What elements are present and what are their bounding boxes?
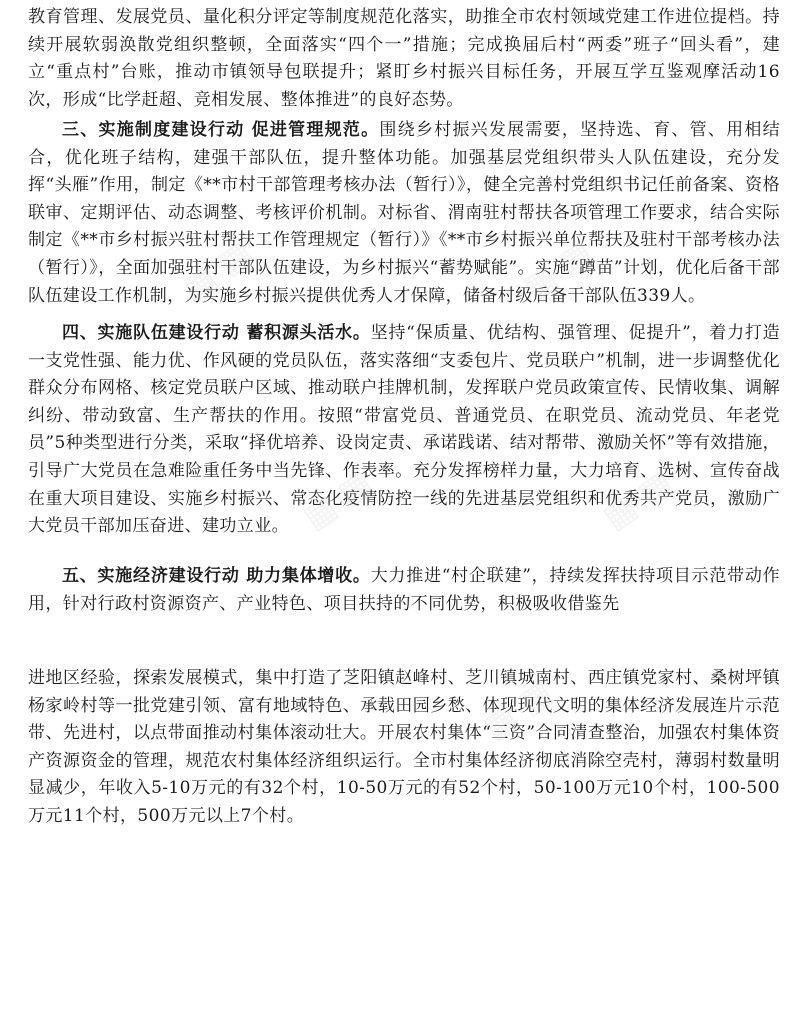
section-heading-5: 五、实施经济建设行动 助力集体增收。: [62, 566, 371, 586]
watermark-mark: ▦ ▦: [595, 462, 680, 538]
section-body-4: 坚持“保质量、优结构、强管理、促提升”，着力打造一支党性强、能力优、作风硬的党员队伍，落实落细“支委包片、党员联户”机制，进一步调整优化群众分布网格、核定党员联户区域、推动联户挂牌机制，发挥联户党员政策宣传、民情收集、调解纠纷、带动致富、生产帮扶的作用。按照“带富党员、普通党员、在职党员、流动党员、年老党员”5种类型进行分类，采取“择优培养、设岗定责、承诺践诺、结对帮带、激励关怀”等有效措施，引导广大党员在急难险重任务中当先锋、作表率。充分发挥榜样力量，大力培育、选树、宣传奋战在重大项目建设、实施乡村振兴、常态化疫情防控一线的先进基层党组织和优秀共产党员，激励广大党员干部加压奋进、建功立业。: [28, 323, 780, 537]
section-body-3: 围绕乡村振兴发展需要，坚持选、育、管、用相结合，优化班子结构，建强干部队伍，提升整体功能。加强基层党组织带头人队伍建设，充分发挥“头雁”作用，制定《**市村干部管理考核办法（暂行）》，健全完善村党组织书记任前备案、资格联审、定期评估、动态调整、考核评价机制。对标省、渭南驻村帮扶各项管理工作要求，结合实际制定《**市乡村振兴驻村帮扶工作管理规定（暂行）》《**市乡村振兴单位帮扶及驻村干部考核办法（暂行）》，全面加强驻村干部队伍建设，为乡村振兴“蓄势赋能”。实施“蹲苗”计划，优化后备干部队伍建设工作机制，为实施乡村振兴提供优秀人才保障，储备村级后备干部队伍339人。: [28, 120, 780, 306]
paragraph-section-5: [28, 563, 780, 618]
paragraph-text: 教育管理、发展党员、量化积分评定等制度规范化落实，助推全市农村领域党建工作进位提档。持续开展软弱涣散党组织整顿，全面落实“四个一”措施；完成换届后村“两委”班子“回头看”，建立“重点村”台账，推动市镇领导包联提升；紧盯乡村振兴目标任务，开展互学互鉴观摩活动16次，形成“比学赶超、竞相发展、整体推进”的良好态势。: [28, 7, 780, 110]
paragraph-continued: [28, 4, 780, 114]
section-heading-4: 四、实施队伍建设行动 蓄积源头活水。: [62, 323, 371, 343]
paragraph-section-4: [28, 320, 780, 541]
watermark-mark: ▦ ▦: [295, 462, 380, 538]
watermark-mark: ▦ ▦: [175, 232, 260, 308]
paragraph-section-5-continued: [28, 665, 780, 831]
section-heading-3: 三、实施制度建设行动 促进管理规范。: [62, 120, 380, 140]
watermark-mark: ▦ ▦: [515, 232, 600, 308]
section-body-5-continued: 进地区经验，探索发展模式，集中打造了芝阳镇赵峰村、芝川镇城南村、西庄镇党家村、桑树坪镇杨家岭村等一批党建引领、富有地域特色、承载田园乡愁、体现现代文明的集体经济发展连片示范带、先进村，以点带面推动村集体滚动壮大。开展农村集体“三资”合同清查整治，加强农村集体资产资源资金的管理，规范农村集体经济组织运行。全市村集体经济彻底消除空壳村，薄弱村数量明显减少，年收入5-10万元的有32个村，10-50万元的有52个村，50-100万元10个村，100-500万元11个村，500万元以上7个村。: [28, 668, 780, 826]
paragraph-section-3: [28, 117, 780, 310]
watermark-mark: ▦ ▦: [475, 672, 560, 748]
section-body-5: 大力推进“村企联建”，持续发挥扶持项目示范带动作用，针对行政村资源资产、产业特色、项目扶持的不同优势，积极吸收借鉴先: [28, 566, 780, 614]
